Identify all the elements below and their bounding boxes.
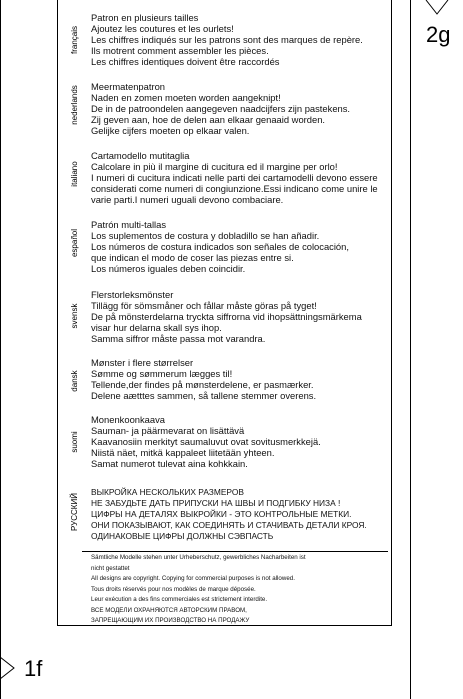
section-line: Calcolare in più il margine di cucitura ed il margine per orlo! <box>91 160 338 172</box>
section-line: Les chiffres identiques doivent être raccordés <box>91 55 280 67</box>
footer-line: All designs are copyright. Copying for commercial purposes is not allowed. <box>91 575 295 582</box>
section-line: Kaavanosiin merkityt saumaluvut ovat sovitusmerkkejä. <box>91 435 321 447</box>
section-title: Meermatenpatron <box>91 81 165 92</box>
section-line: ЦИФРЫ НА ДЕТАЛЯХ ВЫКРОЙКИ - ЭТО КОНТРОЛЬНЫЕ МЕТКИ. <box>91 508 352 519</box>
section-line: De in de patroondelen aangegeven naadcijfers zijn pastekens. <box>91 102 351 114</box>
section-line: varie parti.I numeri uguali devono combaciare. <box>91 193 284 205</box>
section-line: De på mönsterdelarna tryckta siffrorna vid ihopsättningsmärkema <box>91 310 362 322</box>
section-line: visar hur delarna skall sys ihop. <box>91 321 222 333</box>
section-language-label: italiano <box>70 161 79 187</box>
section-title: Mønster i flere størrelser <box>91 357 194 368</box>
section-title: Cartamodello mutitaglia <box>91 150 190 161</box>
instruction-section <box>91 415 391 470</box>
section-line: I numeri di cucitura indicati nelle parti dei cartamodelli devono essere <box>91 171 378 183</box>
section-line: Samma siffror måste passa mot varandra. <box>91 332 266 344</box>
instruction-section <box>91 151 391 206</box>
section-language-label: français <box>70 26 79 55</box>
instruction-sheet <box>57 0 392 626</box>
section-line: Tellende,der findes på mønsterdelene, er pasmærker. <box>91 378 314 390</box>
section-line: Los suplementos de costura y dobladillo se han añadir. <box>91 229 320 241</box>
footer-line: nicht gestattet <box>91 564 130 572</box>
section-line: Ils motrent comment assembler les pièces. <box>91 44 269 56</box>
footer-line: ВСЕ МОДЕЛИ ОХРАНЯЮТСЯ АВТОРСКИМ ПРАВОМ, <box>91 606 247 614</box>
corner-triangle-top-icon <box>425 0 449 16</box>
instruction-section <box>91 13 391 68</box>
section-line: Niistä näet, mitkä kappaleet liitetään yhteen. <box>91 446 275 458</box>
section-language-label: suomi <box>70 431 79 453</box>
section-line: Gelijke cijfers moeten op elkaar valen. <box>91 124 250 136</box>
footer-line: Leur exécution a des fins commerciales est strictement interdite. <box>91 596 268 603</box>
instruction-section <box>91 290 391 345</box>
outer-right-line <box>410 0 411 699</box>
section-language-label: dansk <box>70 370 79 392</box>
section-line: Tillägg för sömsmåner och fållar måste göras på tyget! <box>91 299 317 311</box>
section-title: Patron en plusieurs tailles <box>91 12 199 23</box>
footer-line: ЗАПРЕЩАЮЩИМ ИХ ПРОИЗВОДСТВО НА ПРОДАЖУ <box>91 617 250 624</box>
section-line: que indican el modo de coser las piezas entre si. <box>91 251 294 263</box>
section-language-label: svensk <box>70 303 79 329</box>
corner-label-bottom-left: 1f <box>24 656 43 681</box>
outer-left-line <box>0 0 1 699</box>
section-line: Sømme og sømmerum lægges til! <box>91 367 233 379</box>
section-line: Los números de costura indicados son señales de colocación, <box>91 240 349 252</box>
section-line: ОНИ ПОКАЗЫВАЮТ, КАК СОЕДИНЯТЬ И СТАЧИВАТЬ ДЕТАЛИ КРОЯ. <box>91 519 367 530</box>
section-title: Monenkoonkaava <box>91 414 166 425</box>
section-line: considerati come numeri di congiunzione.Essi indicano come unire le <box>91 182 378 194</box>
footer-line: Sämtliche Modelle stehen unter Urheberschutz, gewerbliches Nacharbeiten ist <box>91 554 306 561</box>
section-line: Los números iguales deben coincidir. <box>91 262 246 274</box>
section-language-label: nederlands <box>70 85 79 125</box>
section-line: Zij geven aan, hoe de delen aan elkaar genaaid worden. <box>91 113 326 125</box>
footer-line: Tous droits réservés pour nos modèles de marque déposée. <box>91 585 256 593</box>
footer-divider <box>82 551 388 552</box>
section-line: Sauman- ja päärmevarat on lisättävä <box>91 424 245 436</box>
corner-triangle-left-icon <box>0 656 16 680</box>
instruction-section <box>91 358 391 402</box>
section-line: НЕ ЗАБУДЬТЕ ДАТЬ ПРИПУСКИ НА ШВЫ И ПОДГИБКУ НИЗА ! <box>91 497 341 508</box>
section-line: Les chiffres indiqués sur les patrons sont des marques de repère. <box>91 33 363 45</box>
instruction-section <box>91 220 391 275</box>
section-line: Naden en zomen moeten worden aangeknipt! <box>91 91 281 103</box>
copyright-footer <box>91 553 389 627</box>
section-line: ОДИНАКОВЫЕ ЦИФРЫ ДОЛЖНЫ СЭВПАСТЬ <box>91 530 274 541</box>
corner-label-top-right: 2g <box>426 22 451 47</box>
section-title: Flerstorleksmönster <box>91 289 174 300</box>
instruction-section <box>91 82 391 137</box>
section-title: Patrón multi-tallas <box>91 219 167 230</box>
section-line: Delene aætttes sammen, så tallene stemmer overens. <box>91 389 317 401</box>
section-title: ВЫКРОЙКА НЕСКОЛЬКИХ РАЗМЕРОВ <box>91 487 244 497</box>
section-language-label: РУССКИЙ <box>70 493 79 531</box>
section-line: Ajoutez les coutures et les ourlets! <box>91 22 234 34</box>
section-language-label: español <box>70 228 79 258</box>
instruction-section <box>91 487 391 542</box>
section-line: Samat numerot tulevat aina kohkkain. <box>91 457 248 469</box>
